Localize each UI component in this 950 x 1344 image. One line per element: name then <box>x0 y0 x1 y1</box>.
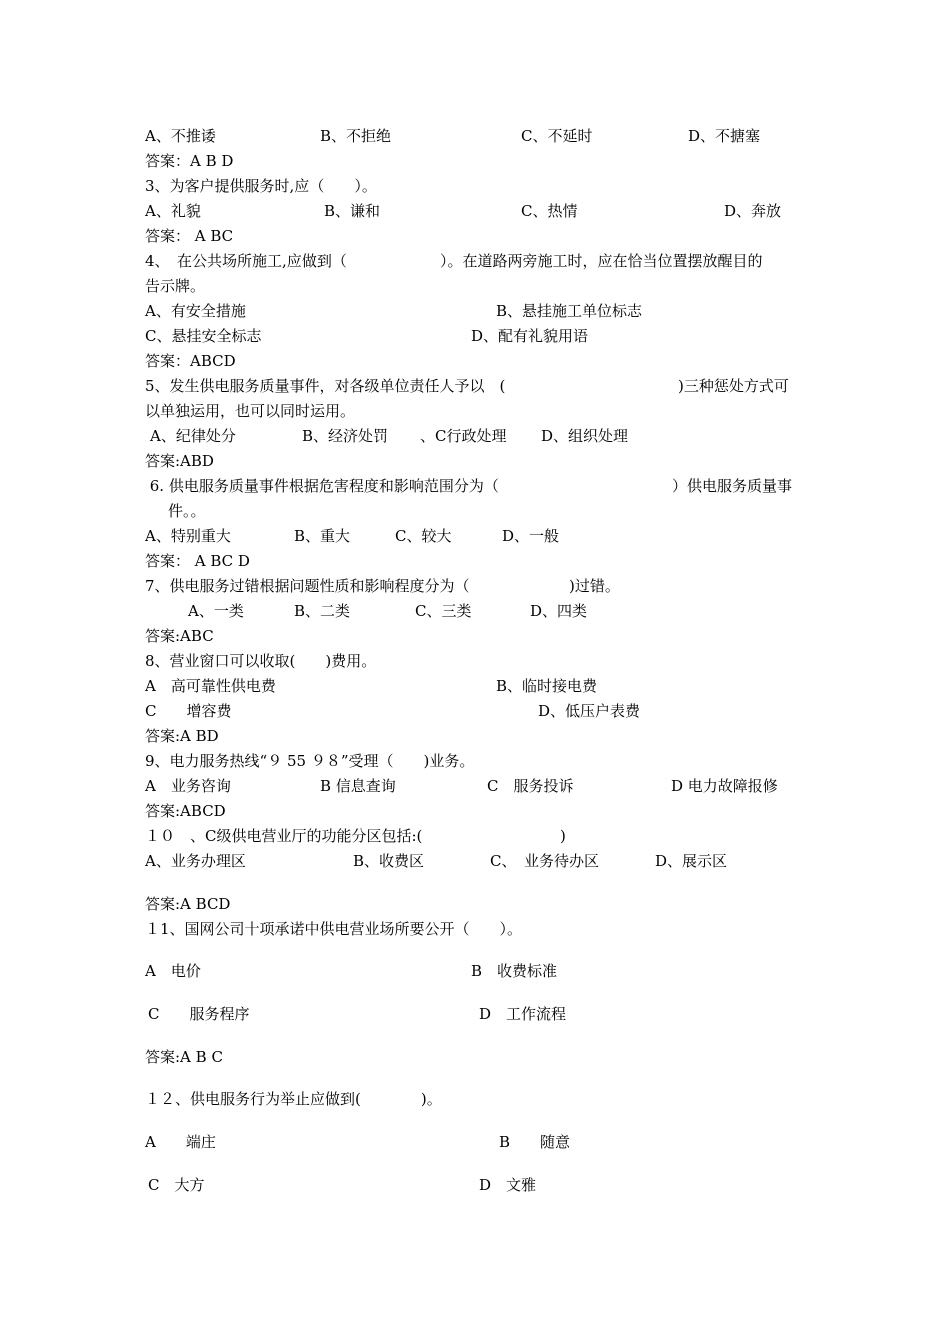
text-segment: B、二类 <box>294 602 351 620</box>
text-segment: 答案： A BC <box>145 227 234 245</box>
text-segment: C 大方 <box>148 1176 205 1194</box>
text-segment: C 服务投诉 <box>487 777 574 795</box>
text-segment: １２、供电服务行为举止应做到( )。 <box>145 1090 442 1108</box>
text-segment: 答案:A B C <box>145 1048 223 1066</box>
text-segment: C 增容费 <box>145 702 232 720</box>
text-segment: )过错。 <box>569 577 620 595</box>
text-segment: C、悬挂安全标志 <box>145 327 262 345</box>
text-segment: B、收费区 <box>353 852 425 870</box>
text-segment: B、经济处罚 <box>302 427 389 445</box>
text-segment: D、奔放 <box>724 202 782 220</box>
text-segment: D、一般 <box>502 527 560 545</box>
text-segment: 5、发生供电服务质量事件，对各级单位责任人予以 ( <box>145 377 506 395</box>
text-segment: A、礼貌 <box>145 202 201 220</box>
text-segment: A 高可靠性供电费 <box>145 677 276 695</box>
text-segment: ) <box>560 827 566 845</box>
text-segment: B 信息查询 <box>320 777 396 795</box>
text-segment: 8、营业窗口可以收取( )费用。 <box>145 652 377 670</box>
text-segment: ）供电服务质量事 <box>672 477 793 495</box>
text-segment: A、不推诿 <box>145 127 216 145</box>
text-segment: A、业务办理区 <box>145 852 246 870</box>
text-segment: B、不拒绝 <box>320 127 392 145</box>
text-segment: D 文雅 <box>479 1176 537 1194</box>
text-segment: 答案：ABCD <box>145 352 236 370</box>
text-segment: D、组织处理 <box>541 427 629 445</box>
text-segment: D、配有礼貌用语 <box>471 327 589 345</box>
text-segment: D 电力故障报修 <box>671 777 778 795</box>
text-segment: 以单独运用，也可以同时运用。 <box>145 402 356 420</box>
text-segment: A 端庄 <box>145 1133 216 1151</box>
text-segment: 4、 在公共场所施工,应做到（ <box>145 252 347 270</box>
text-segment: B 随意 <box>499 1133 571 1151</box>
text-segment: ）。在道路两旁施工时，应在恰当位置摆放醒目的 <box>440 252 763 270</box>
text-segment: A 业务咨询 <box>145 777 231 795</box>
text-segment: C 服务程序 <box>148 1005 250 1023</box>
text-segment: B、谦和 <box>324 202 381 220</box>
text-segment: 答案:A BD <box>145 727 219 745</box>
text-segment: D、四类 <box>530 602 588 620</box>
text-segment: 6. 供电服务质量事件根据危害程度和影响范围分为（ <box>145 477 499 495</box>
text-segment: D 工作流程 <box>479 1005 567 1023</box>
text-segment: C、不延时 <box>521 127 593 145</box>
text-segment: D、展示区 <box>655 852 728 870</box>
text-segment: 答案:ABCD <box>145 802 226 820</box>
text-segment: B、重大 <box>294 527 351 545</box>
text-segment: )三种惩处方式可 <box>678 377 789 395</box>
text-segment: A、纪律处分 <box>150 427 236 445</box>
text-segment: １０ 、C级供电营业厅的功能分区包括:( <box>145 827 423 845</box>
text-segment: 答案： A BC D <box>145 552 250 570</box>
text-segment: D、低压户表费 <box>538 702 641 720</box>
text-segment: C、三类 <box>415 602 472 620</box>
text-segment: C、热情 <box>521 202 578 220</box>
text-segment: 3、为客户提供服务时,应（ ）。 <box>145 177 377 195</box>
text-segment: A、特别重大 <box>145 527 231 545</box>
text-segment: １1、国网公司十项承诺中供电营业场所要公开（ ）。 <box>145 920 523 938</box>
text-segment: A 电价 <box>145 962 201 980</box>
text-segment: 告示牌。 <box>145 277 206 295</box>
text-segment: A、一类 <box>188 602 244 620</box>
text-segment: 答案：A B D <box>145 152 234 170</box>
text-segment: A、有安全措施 <box>145 302 246 320</box>
text-segment: 答案:ABD <box>145 452 214 470</box>
text-segment: 9、电力服务热线“９ 55 ９８”受理（ )业务。 <box>145 752 475 770</box>
text-segment: 答案:ABC <box>145 627 214 645</box>
text-segment: 、C行政处理 <box>420 427 507 445</box>
text-segment: 件。。 <box>168 502 206 520</box>
text-segment: 答案:A BCD <box>145 895 231 913</box>
text-segment: D、不搪塞 <box>688 127 761 145</box>
text-segment: 7、供电服务过错根据问题性质和影响程度分为（ <box>145 577 470 595</box>
text-segment: C、较大 <box>395 527 452 545</box>
text-segment: B 收费标准 <box>471 962 558 980</box>
text-segment: C、 业务待办区 <box>490 852 599 870</box>
text-segment: B、临时接电费 <box>496 677 598 695</box>
text-segment: B、悬挂施工单位标志 <box>496 302 643 320</box>
